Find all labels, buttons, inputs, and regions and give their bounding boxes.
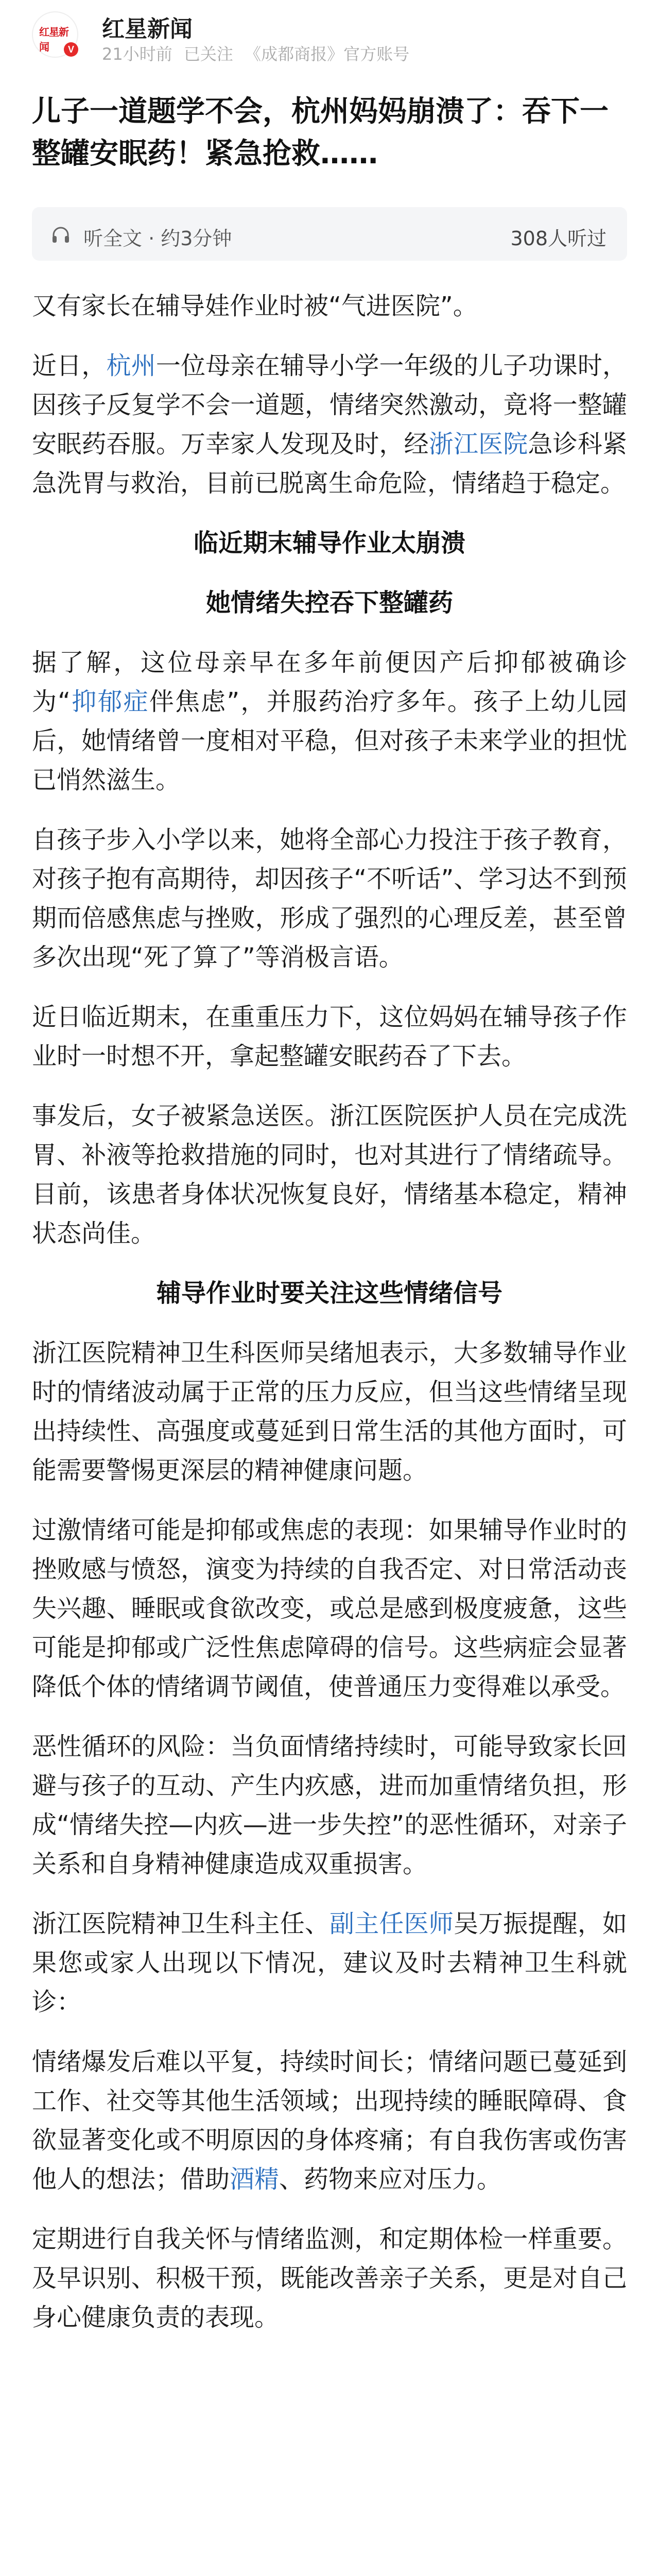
verified-badge-icon: V [64,42,78,57]
source-logo: 红星新闻 [39,26,68,53]
section-heading: 临近期末辅导作业太崩溃 [193,529,465,557]
paragraph [32,1904,627,2022]
paragraph: 事发后，女子被紧急送医。浙江医院医护人员在完成洗胃、补液等抢救措施的同时，也对其进行了情绪疏导。目前，该患者身体状况恢复良好，情绪基本稳定，精神状态尚佳。 [32,1101,627,1248]
paragraph [32,346,627,503]
publish-time: 21小时前 [102,44,172,64]
text: 一位母亲在辅导小学一年级的儿子功课时，因孩子反复学不会一道题，情绪突然激动，竟将一整罐安眠药吞服。万幸家人发现及时，经 [32,351,627,459]
paragraph: 定期进行自我关怀与情绪监测，和定期体检一样重要。及早识别、积极干预，既能改善亲子关系，更是对自己身心健康负责的表现。 [32,2225,627,2332]
text: 近日， [32,351,107,380]
text: 吴万振提醒，如果您或家人出现以下情况，建议及时去精神卫生科就诊： [32,1909,627,2016]
listen-count: 308人听过 [510,227,606,250]
headphone-icon [50,225,71,245]
follow-status[interactable]: 已关注 [183,44,233,64]
paragraph: 恶性循环的风险：当负面情绪持续时，可能导致家长回避与孩子的互动、产生内疚感，进而加重情绪负担，形成“情绪失控—内疚—进一步失控”的恶性循环，对亲子关系和自身精神健康造成双重损害。 [32,1732,627,1878]
text: 伴焦虑”，并服药治疗多年。孩子上幼儿园后，她情绪曾一度相对平稳，但对孩子未来学业的担忧已悄然滋生。 [32,687,627,794]
section-heading: 辅导作业时要关注这些情绪信号 [156,1279,502,1308]
article-title: 儿子一道题学不会，杭州妈妈崩溃了：吞下一整罐安眠药！紧急抢救…… [32,95,609,171]
paragraph: 过激情绪可能是抑郁或焦虑的表现：如果辅导作业时的挫败感与愤怒，演变为持续的自我否定、对日常活动丧失兴趣、睡眠或食欲改变，或总是感到极度疲惫，这些可能是抑郁或广泛性焦虑障碍的信号。这些病症会显著降低个体的情绪调节阈值，使普通压力变得难以承受。 [32,1516,627,1701]
text: 、药物来应对压力。 [279,2165,502,2194]
text: 据了解，这位母亲早在多年前便因产后抑郁被确诊为“ [32,648,627,716]
link-depression[interactable]: 抑郁症 [71,687,149,716]
paragraph: 浙江医院精神卫生科医师吴绪旭表示，大多数辅导作业时的情绪波动属于正常的压力反应，但当这些情绪呈现出持续性、高强度或蔓延到日常生活的其他方面时，可能需要警惕更深层的精神健康问题。 [32,1338,627,1485]
paragraph: 又有家长在辅导娃作业时被“气进医院”。 [32,292,478,320]
source-name[interactable]: 红星新闻 [102,16,193,42]
source-avatar[interactable] [32,11,78,58]
link-hangzhou[interactable]: 杭州 [106,351,156,380]
listen-label: 听全文 · 约3分钟 [83,227,232,250]
link-zhejiang-hospital[interactable]: 浙江医院 [428,430,528,459]
article-body [32,286,627,2358]
link-alcohol[interactable]: 酒精 [230,2165,280,2194]
source-origin: 《成都商报》官方账号 [245,44,410,64]
text: 情绪爆发后难以平复，持续时间长；情绪问题已蔓延到工作、社交等其他生活领域；出现持续的睡眠障碍、食欲显著变化或不明原因的身体疼痛；有自我伤害或伤害他人的想法；借助 [32,2047,627,2194]
text: 急诊科紧急洗胃与救治，目前已脱离生命危险，情绪趋于稳定。 [32,430,627,498]
link-associate-chief-physician[interactable]: 副主任医师 [330,1909,454,1938]
paragraph: 近日临近期末，在重重压力下，这位妈妈在辅导孩子作业时一时想不开，拿起整罐安眠药吞了下去。 [32,1003,627,1071]
article-header [0,0,659,72]
text: 浙江医院精神卫生科主任、 [32,1909,330,1938]
listen-bar[interactable] [32,207,627,261]
paragraph [32,643,627,800]
section-heading: 她情绪失控吞下整罐药 [205,588,453,617]
paragraph [32,2042,627,2199]
paragraph: 自孩子步入小学以来，她将全部心力投注于孩子教育，对孩子抱有高期待，却因孩子“不听话”、学习达不到预期而倍感焦虑与挫败，形成了强烈的心理反差，甚至曾多次出现“死了算了”等消极言语。 [32,825,627,972]
article-meta [102,41,415,65]
